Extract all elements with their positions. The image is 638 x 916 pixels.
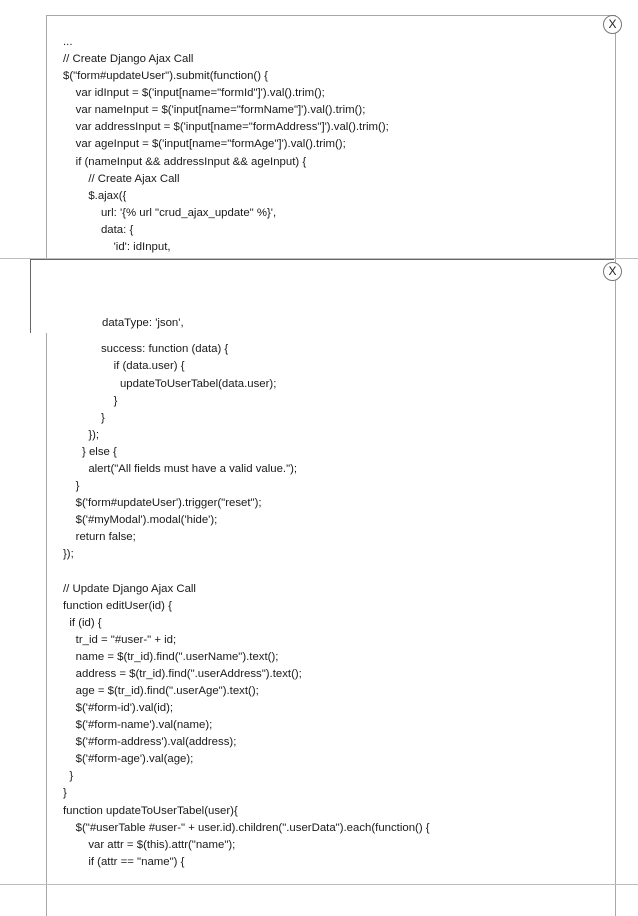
code-line: updateToUserTabel(data.user); bbox=[63, 377, 277, 390]
code-line: }); bbox=[63, 428, 100, 441]
code-line: name = $(tr_id).find(".userName").text(); bbox=[63, 650, 279, 663]
code-line: success: function (data) { bbox=[63, 343, 229, 356]
code-line: ... bbox=[63, 36, 73, 48]
cropped-code-line bbox=[102, 317, 184, 332]
code-line: url: '{% url "crud_ajax_update" %}', bbox=[63, 206, 277, 219]
code-line: // Create Django Ajax Call bbox=[63, 53, 194, 66]
code-line: $('#form-address').val(address); bbox=[63, 736, 237, 749]
code-line: // Update Django Ajax Call bbox=[63, 582, 196, 595]
code-line: } bbox=[63, 787, 67, 800]
code-line: $('form#updateUser').trigger("reset"); bbox=[63, 497, 262, 510]
code-line: alert("All fields must have a valid value."); bbox=[63, 462, 298, 475]
code-line: } bbox=[63, 480, 80, 493]
code-line: } else { bbox=[63, 445, 117, 458]
code-line bbox=[63, 563, 430, 580]
code-line: } bbox=[63, 411, 105, 424]
code-line: function updateToUserTabel(user){ bbox=[63, 804, 238, 817]
code-line: // Create Ajax Call bbox=[63, 172, 180, 185]
code-line: $("form#updateUser").submit(function() { bbox=[63, 70, 268, 83]
code-line: return false; bbox=[63, 531, 136, 544]
code-line: var attr = $(this).attr("name"); bbox=[63, 838, 236, 851]
page-divider-bottom bbox=[0, 884, 638, 885]
code-line: function editUser(id) { bbox=[63, 599, 172, 612]
code-line: address = $(tr_id).find(".userAddress").text(); bbox=[63, 667, 302, 680]
code-line: $('#myModal').modal('hide'); bbox=[63, 514, 218, 527]
code-line: if (nameInput && addressInput && ageInput) { bbox=[63, 155, 307, 168]
code-line: $.ajax({ bbox=[63, 189, 127, 202]
code-line: var ageInput = $('input[name="formAge"]').val().trim(); bbox=[63, 138, 346, 151]
code-line: }); bbox=[63, 548, 74, 561]
code-line: $('#form-name').val(name); bbox=[63, 719, 213, 732]
code-line: $("#userTable #user-" + user.id).children(".userData").each(function() { bbox=[63, 821, 430, 834]
code-line: age = $(tr_id).find(".userAge").text(); bbox=[63, 684, 259, 697]
code-line: var addressInput = $('input[name="formAddress"]').val().trim(); bbox=[63, 121, 389, 134]
code-line: if (id) { bbox=[63, 616, 102, 629]
code-line: $('#form-id').val(id); bbox=[63, 702, 174, 715]
overlay-close-button[interactable]: X bbox=[603, 262, 622, 281]
code-line: } bbox=[63, 770, 74, 783]
code-line: if (data.user) { bbox=[63, 360, 185, 373]
cropped-code-text: dataType: 'json', bbox=[102, 317, 184, 329]
code-line: tr_id = "#user-" + id; bbox=[63, 633, 177, 646]
code-line: $('#form-age').val(age); bbox=[63, 753, 194, 766]
code-line: var idInput = $('input[name="formId"]').val().trim(); bbox=[63, 87, 325, 100]
code-line: } bbox=[63, 394, 118, 407]
close-button[interactable]: X bbox=[603, 15, 622, 34]
code-line: if (attr == "name") { bbox=[63, 855, 185, 868]
code-line: 'id': idInput, bbox=[63, 240, 171, 253]
code-block bbox=[63, 34, 430, 871]
code-line: var nameInput = $('input[name="formName"]').val().trim(); bbox=[63, 104, 366, 117]
code-line: data: { bbox=[63, 223, 134, 236]
